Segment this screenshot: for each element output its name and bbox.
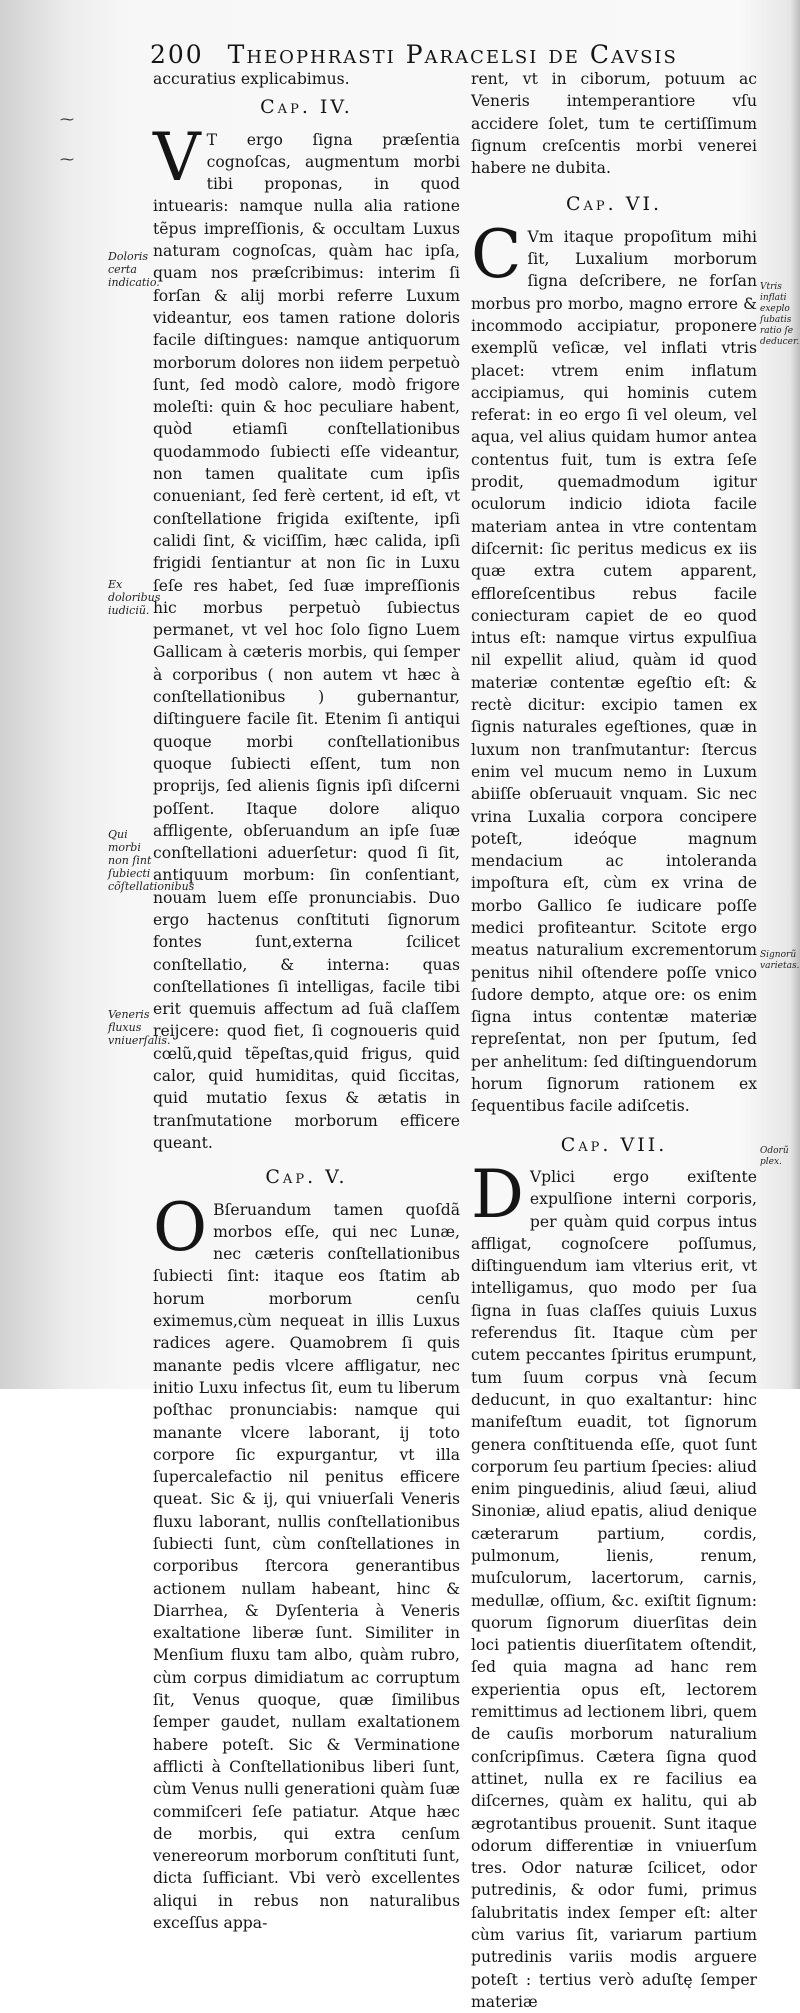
chapter-7-body: Vplici ergo exiſtente expulſione interni corporis, per quàm quid corpus intus affligat, cognoſcere poſſumus, diſtinguendum iam vlterius erit, vt intelligamus, quo modo per ſua ſigna in ſuas claſſes quiuis Luxus referendus ſit. Itaque cùm per cutem peccantes ſpiritus erumpunt, tum ſuum corpus vnà ſecum deducunt, in quo exaltantur: hinc manifeſtum euadit, tot ſignorum genera conſtituenda eſſe, quot ſunt corporum ſeu partium ſpecies: aliud enim pinguedinis, aliud ſæui, aliud Sinoniæ, aliud epatis, aliud denique cæterarum partium, cordis, pulmonum, lienis, renum, muſculorum, lacertorum, carnis, medullæ, oſſium, &c. exiſtit ſignum: quorum ſignorum diuerſitas dein loci patientis diuerſitatem oſtendit, ſed quia magna ad hanc rem experientia opus eſt, lectorem remittimus ad lectionem libri, quem de cauſis morborum naturalium conſcripſimus. Cætera ſigna quod attinet, nulla ex re facilius ea diſcernes, quàm ex halitu, qui ab ægrotantibus prouenit. Sunt itaque odorum differentiæ in vniuerſum tres. Odor naturæ ſcilicet, odor putredinis, & odor fumi, primus ſalubritatis index ſemper eſt: alter cùm varius ſit, variarum partium putredinis variis modis arguere poteſt : tertius verò aduſtę ſemper materiæ (471, 1167, 757, 2011)
margin-note: Vtris inflati exeplo ſubatis ratio ſe deducer. (760, 282, 800, 347)
chapter-heading-7: Cap. VII. (560, 1133, 668, 1156)
left-column (153, 68, 460, 1933)
chapter-6-body: Vm itaque propoſitum mihi ſit, Luxalium morborum ſigna deſcribere, ne forſan morbus pro morbo, magno errore & incommodo accipiatur, proponere exemplũ veſicæ, vel inflati vtris placet: vtrem enim inflatum accipiamus, qui hominis cutem referat: in eo ergo ſi vel oleum, vel aqua, vel alius quidam humor antea contentus fuit, tum is extra ſeſe prodit, quemadmodum igitur oculorum indicio idiota facile materiam antea in vtre contentam diſcernit: ſic peritus medicus ex iis quæ extra cutem apparent, effloreſcentibus rebus facile coniecturam capiet de eo quod intus eſt: namque virtus expulſiua nil expellit aliud, quàm id quod materiæ contentæ egeſtio eſt: & rectè dicitur: excipio tamen ex ſignis naturales egeſtiones, quæ in luxum non tranſmutantur: ſtercus enim vel mucum nemo in Luxum abiiſſe obſeruauit vnquam. Sic nec vrina Luxalia corpora concipere poteſt, ideóque magnum mendacium ac intoleranda impoſtura eſt, cùm ex vrina de morbo Gallico ſe iudicare poſſe medici profiteantur. Scitote ergo meatus naturalium excrementorum penitus nihil oſtendere poſſe vnico ſudore dempto, atque ore: os enim ſigna intus contentæ materiæ repreſentat, non per ſputum, ſed per anhelitum: ſed diſtinguendorum horum ſignorum rationem ex ſequentibus facile adiſcetis. (471, 227, 757, 1116)
continuation-text: rent, vt in ciborum, potuum ac Veneris intemperantiore vſu accidere ſolet, tum te certiſſimum ſignum creſcentis morbi venerei habere ne dubita. (471, 70, 757, 178)
page-mark: ⁓ (60, 152, 74, 168)
margin-note: Ex doloribus iudiciũ. (108, 578, 161, 617)
chapter-heading-5: Cap. V. (265, 1166, 348, 1189)
drop-cap: C (471, 215, 522, 293)
chapter-5-text (153, 1188, 460, 1935)
margin-note: Veneris fluxus vniuerſalis. (108, 1008, 171, 1047)
chapter-7-text (471, 1155, 757, 2013)
chapter-heading-4: Cap. IV. (260, 96, 353, 119)
margin-note: Odorũ plex. (760, 1146, 789, 1167)
chapter-5-body: Bſeruandum tamen quoſdã morbos eſſe, qui nec Lunæ, nec cæteris conſtellationibus ſubiecti ſint: itaque eos ſtatim ab horum morborum cenſu eximemus,cùm nequeat in illis Luxus radices agere. Quamobrem ſi quis manante pedis vlcere affligatur, nec initio Luxu infectus ſit, eum tu liberum poſthac pronunciabis: namque qui manante vlcere laborant, ij toto corpore ſic expurgantur, vt illa ſupercalefactio nil penitus efficere queat. Sic & ij, qui vniuerſali Veneris fluxu laborant, nullis conſtellationibus ſubiecti ſunt, cùm conſtellationes in corporibus ſtercora generantibus actionem nullam habeant, hinc & Diarrhea, & Dyſenteria à Veneris exaltatione liberæ ſunt. Similiter in Menſium fluxu tam albo, quàm rubro, cùm corpus dimidiatum ac corruptum ſit, Venus quoque, quæ ſimilibus ſemper gaudet, nullam exaltationem habere poteſt. Sic & Verminatione afflicti à Conſtellationibus liberi ſunt, cùm Venus nulli generationi quàm ſuæ commiſceri ſeſe patiatur. Atque hæc de morbis, qui extra cenſum venereorum morborum conſtituti ſunt, dicta ſufficiant. Vbi verò excellentes aliqui in rebus non naturalibus exceſſus appa- (153, 1200, 460, 1933)
chapter-4-body: T ergo ſigna præſentia cognoſcas, augmentum morbi tibi proponas, in quod intuearis: namque nulla alia ratione tẽpus impreſſionis, & occultam Luxus naturam cognoſcas, quàm hac ipſa, quam nos præſcribimus: interim ſi forſan & alij morbi referre Luxum videantur, eos tamen ratione doloris facile diſtingues: namque antiquorum morborum dolores non iidem perpetuò ſunt, ſed modò calore, modò frigore moleſti: quin & hoc peculiare habent, quòd etiamſi conſtellationibus quodammodo ſubiecti eſſe videantur, non tamen qualitate cum ipſis conueniant, ſed ferè certent, id eſt, vt conſtellatione frigida exiſtente, ipſi calidi ſint, & viciſſim, hæc calida, ipſi frigidi ſentiantur at non ſic in Luxu ſeſe res habet, ſed ſuæ impreſſionis hic morbus perpetuò ſubiectus permanet, vt vel hoc ſolo ſigno Luem Gallicam à cæteris morbis, qui ſemper à corporibus ( non autem vt hæc à conſtellationibus ) gubernantur, diſtinguere facile ſit. Etenim ſi antiqui quoque morbi conſtellationibus quoque ſubiecti eſſent, tum non proprijs, ſed alienis ſignis ipſi diſcerni poſſent. Itaque dolore aliquo affligente, obſeruandum an ipſe ſuæ conſtellationi aduerſetur: quod ſi ſit, antiquum morbum: ſin conſentiant, nouam luem eſſe pronunciabis. Duo ergo hactenus conſtituti ſignorum fontes ſunt,externa ſcilicet conſtellatio, & interna: quas conſtellationes ſi intelligas, facile tibi erit quemuis affectum ad ſuã claſſem reijcere: quod fiet, ſi cognoueris quid cœlũ,quid tẽpeſtas,quid frigus, quid calor, quid humiditas, quid ſiccitas, quid mutatio ſexus & ætatis in tranſmutatione morborum efficere queant. (153, 130, 460, 1152)
chapter-4-text (153, 118, 460, 1155)
intro-line: accuratius explicabimus. (153, 70, 350, 88)
margin-note: Qui morbi non ſint ſubiecti cõſtellationibus (108, 828, 195, 893)
margin-note: Signorũ varietas. (760, 950, 800, 971)
page-mark: ⁓ (60, 112, 74, 128)
chapter-6-text (471, 215, 757, 1118)
chapter-heading-6: Cap. VI. (565, 193, 663, 216)
drop-cap: V (153, 118, 201, 196)
drop-cap: D (471, 1155, 524, 1233)
margin-note: Doloris certa indicatio. (108, 250, 160, 289)
running-title: Theophrasti Paracelsi de Cavsis (227, 40, 678, 69)
right-column (471, 68, 757, 2011)
drop-cap: O (153, 1188, 208, 1266)
page-number: 200 (150, 40, 204, 69)
